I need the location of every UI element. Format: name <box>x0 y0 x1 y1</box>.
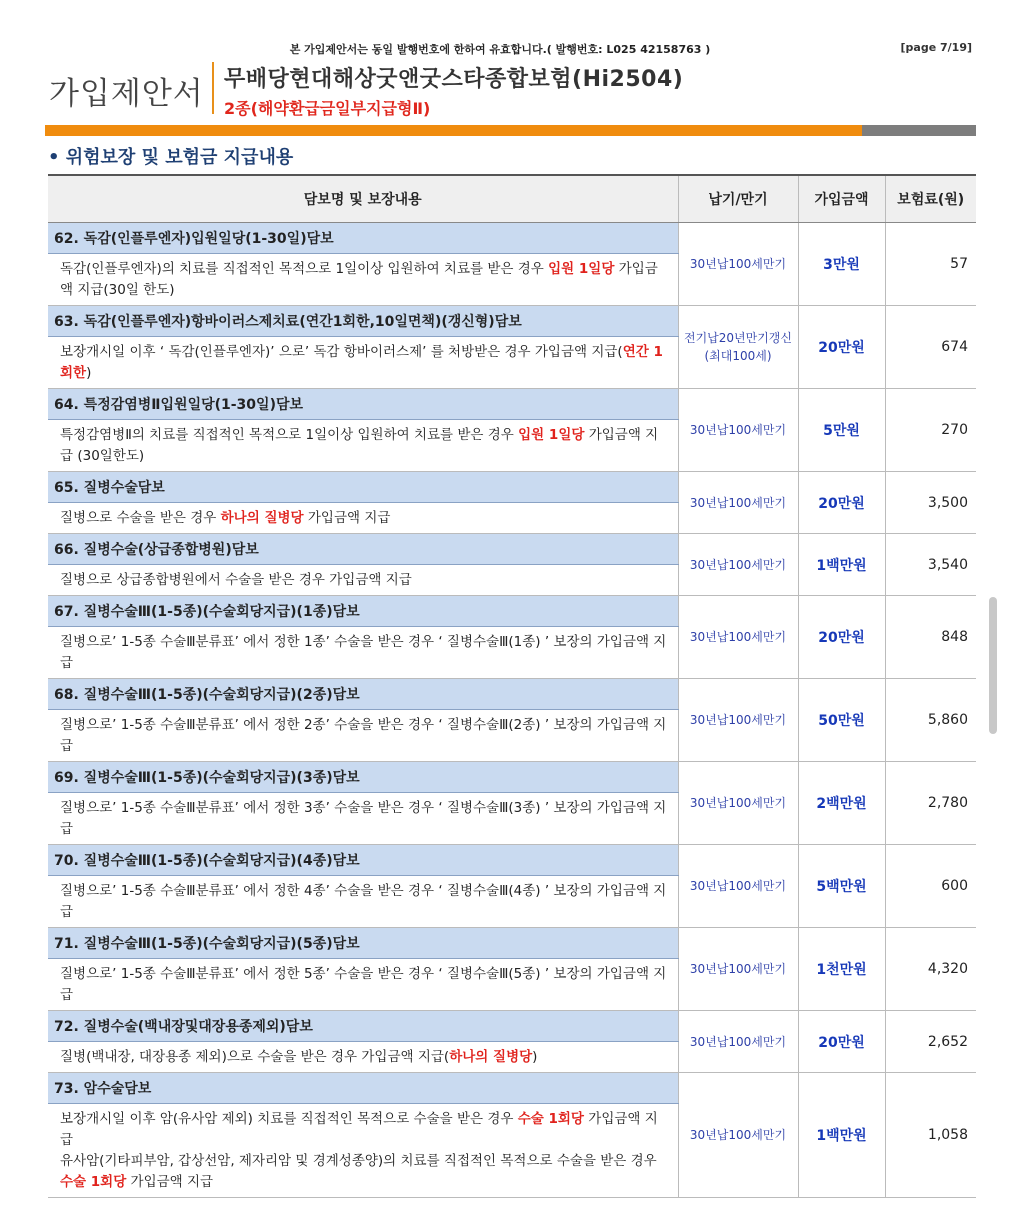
coverage-amount: 2백만원 <box>798 762 885 845</box>
coverage-table <box>48 174 976 1198</box>
coverage-name-row <box>48 306 976 337</box>
description-text: 보장개시일 이후 ‘ 독감(인플루엔자)’ 으로’ 독감 항바이러스제’ 를 처방받은 경우 가입금액 지급( <box>60 344 623 360</box>
coverage-amount: 1천만원 <box>798 928 885 1011</box>
description-text: 유사암(기타피부암, 갑상선암, 제자리암 및 경계성종양)의 치료를 직접적인 목적으로 수술을 받은 경우 <box>60 1153 657 1169</box>
description-text: 가입금액 지급 <box>303 510 391 526</box>
description-text: 질병(백내장, 대장용종 제외)으로 수술을 받은 경우 가입금액 지급( <box>60 1049 450 1065</box>
coverage-amount: 20만원 <box>798 472 885 534</box>
coverage-amount: 20만원 <box>798 306 885 389</box>
description-text: 질병으로 상급종합병원에서 수술을 받은 경우 가입금액 지급 <box>60 572 412 588</box>
description-text: ) <box>532 1049 538 1065</box>
coverage-description <box>48 710 678 762</box>
coverage-description <box>48 337 678 389</box>
coverage-term: 30년납100세만기 <box>678 472 798 534</box>
coverage-term: 30년납100세만기 <box>678 845 798 928</box>
coverage-name: 64. 특정감염병Ⅱ입원일당(1-30일)담보 <box>48 389 678 420</box>
coverage-term: 전기납20년만기갱신(최대100세) <box>678 306 798 389</box>
coverage-description <box>48 1042 678 1073</box>
coverage-amount: 1백만원 <box>798 534 885 596</box>
coverage-term: 30년납100세만기 <box>678 389 798 472</box>
coverage-premium: 3,540 <box>885 534 976 596</box>
coverage-premium: 600 <box>885 845 976 928</box>
product-subtitle: 2종(해약환급금일부지급형Ⅱ) <box>224 99 431 118</box>
coverage-term: 30년납100세만기 <box>678 534 798 596</box>
column-header-amount: 가입금액 <box>798 175 885 223</box>
description-text: ) <box>86 365 92 381</box>
coverage-premium: 57 <box>885 223 976 306</box>
highlight-text: 하나의 질병당 <box>220 510 304 526</box>
coverage-description <box>48 254 678 306</box>
coverage-name-row <box>48 762 976 793</box>
column-header-name: 담보명 및 보장내용 <box>48 175 678 223</box>
coverage-amount: 3만원 <box>798 223 885 306</box>
coverage-description <box>48 503 678 534</box>
coverage-description <box>48 1104 678 1198</box>
header-bar-orange <box>45 125 862 136</box>
description-text: 질병으로’ 1-5종 수술Ⅲ분류표’ 에서 정한 1종’ 수술을 받은 경우 ‘ 질병수술Ⅲ(1종) ’ 보장의 가입금액 지급 <box>60 634 667 671</box>
coverage-term: 30년납100세만기 <box>678 1073 798 1198</box>
description-text: 질병으로’ 1-5종 수술Ⅲ분류표’ 에서 정한 3종’ 수술을 받은 경우 ‘ 질병수술Ⅲ(3종) ’ 보장의 가입금액 지급 <box>60 800 667 837</box>
coverage-premium: 674 <box>885 306 976 389</box>
coverage-name: 67. 질병수술Ⅲ(1-5종)(수술회당지급)(1종)담보 <box>48 596 678 627</box>
coverage-name-row <box>48 1073 976 1104</box>
coverage-name-row <box>48 1011 976 1042</box>
description-text: 가입금액 지급 <box>126 1174 214 1190</box>
column-header-term: 납기/만기 <box>678 175 798 223</box>
coverage-amount: 20만원 <box>798 1011 885 1073</box>
highlight-text: 하나의 질병당 <box>449 1049 533 1065</box>
coverage-term: 30년납100세만기 <box>678 762 798 845</box>
coverage-description <box>48 793 678 845</box>
highlight-text: 입원 1일당 <box>518 427 585 443</box>
coverage-amount: 50만원 <box>798 679 885 762</box>
coverage-premium: 1,058 <box>885 1073 976 1198</box>
coverage-term: 30년납100세만기 <box>678 596 798 679</box>
coverage-description <box>48 959 678 1011</box>
coverage-premium: 5,860 <box>885 679 976 762</box>
coverage-premium: 2,652 <box>885 1011 976 1073</box>
coverage-description <box>48 565 678 596</box>
title-divider <box>212 62 214 114</box>
description-text: 질병으로’ 1-5종 수술Ⅲ분류표’ 에서 정한 2종’ 수술을 받은 경우 ‘ 질병수술Ⅲ(2종) ’ 보장의 가입금액 지급 <box>60 717 667 754</box>
header-bar-gray <box>862 125 976 136</box>
coverage-name-row <box>48 389 976 420</box>
coverage-name: 70. 질병수술Ⅲ(1-5종)(수술회당지급)(4종)담보 <box>48 845 678 876</box>
coverage-name: 72. 질병수술(백내장및대장용종제외)담보 <box>48 1011 678 1042</box>
coverage-term: 30년납100세만기 <box>678 679 798 762</box>
coverage-name-row <box>48 472 976 503</box>
coverage-name-row <box>48 534 976 565</box>
document-title: 가입제안서 <box>49 76 204 112</box>
coverage-premium: 2,780 <box>885 762 976 845</box>
coverage-premium: 270 <box>885 389 976 472</box>
scrollbar-thumb[interactable] <box>989 597 997 734</box>
description-text: 보장개시일 이후 암(유사암 제외) 치료를 직접적인 목적으로 수술을 받은 경우 <box>60 1111 518 1127</box>
description-text: 독감(인플루엔자)의 치료를 직접적인 목적으로 1일이상 입원하여 치료를 받은 경우 <box>60 261 549 277</box>
description-text: 질병으로’ 1-5종 수술Ⅲ분류표’ 에서 정한 5종’ 수술을 받은 경우 ‘ 질병수술Ⅲ(5종) ’ 보장의 가입금액 지급 <box>60 966 667 1003</box>
description-text: 가입금액 지급 (30일한도) <box>60 427 659 464</box>
description-text: 가입금액 지급(30일 한도) <box>60 261 658 298</box>
coverage-description <box>48 876 678 928</box>
coverage-description <box>48 420 678 472</box>
page-number: [page 7/19] <box>900 41 972 54</box>
coverage-name: 68. 질병수술Ⅲ(1-5종)(수술회당지급)(2종)담보 <box>48 679 678 710</box>
coverage-name: 71. 질병수술Ⅲ(1-5종)(수술회당지급)(5종)담보 <box>48 928 678 959</box>
product-name: 무배당현대해상굿앤굿스타종합보험(Hi2504) <box>224 67 684 92</box>
highlight-text: 수술 1회당 <box>517 1111 584 1127</box>
description-text: 질병으로’ 1-5종 수술Ⅲ분류표’ 에서 정한 4종’ 수술을 받은 경우 ‘ 질병수술Ⅲ(4종) ’ 보장의 가입금액 지급 <box>60 883 667 920</box>
coverage-rows <box>48 223 976 1198</box>
coverage-name: 69. 질병수술Ⅲ(1-5종)(수술회당지급)(3종)담보 <box>48 762 678 793</box>
coverage-term: 30년납100세만기 <box>678 223 798 306</box>
coverage-name: 62. 독감(인플루엔자)입원일당(1-30일)담보 <box>48 223 678 254</box>
coverage-premium: 848 <box>885 596 976 679</box>
coverage-name-row <box>48 679 976 710</box>
coverage-amount: 5백만원 <box>798 845 885 928</box>
highlight-text: 입원 1일당 <box>548 261 615 277</box>
coverage-name-row <box>48 223 976 254</box>
coverage-name: 73. 암수술담보 <box>48 1073 678 1104</box>
coverage-amount: 5만원 <box>798 389 885 472</box>
coverage-term: 30년납100세만기 <box>678 928 798 1011</box>
coverage-name: 66. 질병수술(상급종합병원)담보 <box>48 534 678 565</box>
highlight-text: 수술 1회당 <box>60 1174 127 1190</box>
coverage-amount: 20만원 <box>798 596 885 679</box>
coverage-name-row <box>48 596 976 627</box>
coverage-name-row <box>48 845 976 876</box>
coverage-name: 63. 독감(인플루엔자)항바이러스제치료(연간1회한,10일면책)(갱신형)담보 <box>48 306 678 337</box>
coverage-name: 65. 질병수술담보 <box>48 472 678 503</box>
coverage-description <box>48 627 678 679</box>
coverage-amount: 1백만원 <box>798 1073 885 1198</box>
description-text: 가입금액 지급 <box>60 1111 658 1148</box>
highlight-text: 연간 1회한 <box>60 344 663 381</box>
coverage-name-row <box>48 928 976 959</box>
coverage-premium: 4,320 <box>885 928 976 1011</box>
description-text: 질병으로 수술을 받은 경우 <box>60 510 221 526</box>
description-text: 특정감염병Ⅱ의 치료를 직접적인 목적으로 1일이상 입원하여 치료를 받은 경우 <box>60 427 519 443</box>
coverage-term: 30년납100세만기 <box>678 1011 798 1073</box>
column-header-premium: 보험료(원) <box>885 175 976 223</box>
validity-notice: 본 가입제안서는 동일 발행번호에 한하여 유효합니다.( 발행번호: L025 42158763 ) <box>289 43 711 56</box>
coverage-premium: 3,500 <box>885 472 976 534</box>
table-header-row <box>48 175 976 223</box>
section-title: • 위험보장 및 보험금 지급내용 <box>48 147 294 168</box>
